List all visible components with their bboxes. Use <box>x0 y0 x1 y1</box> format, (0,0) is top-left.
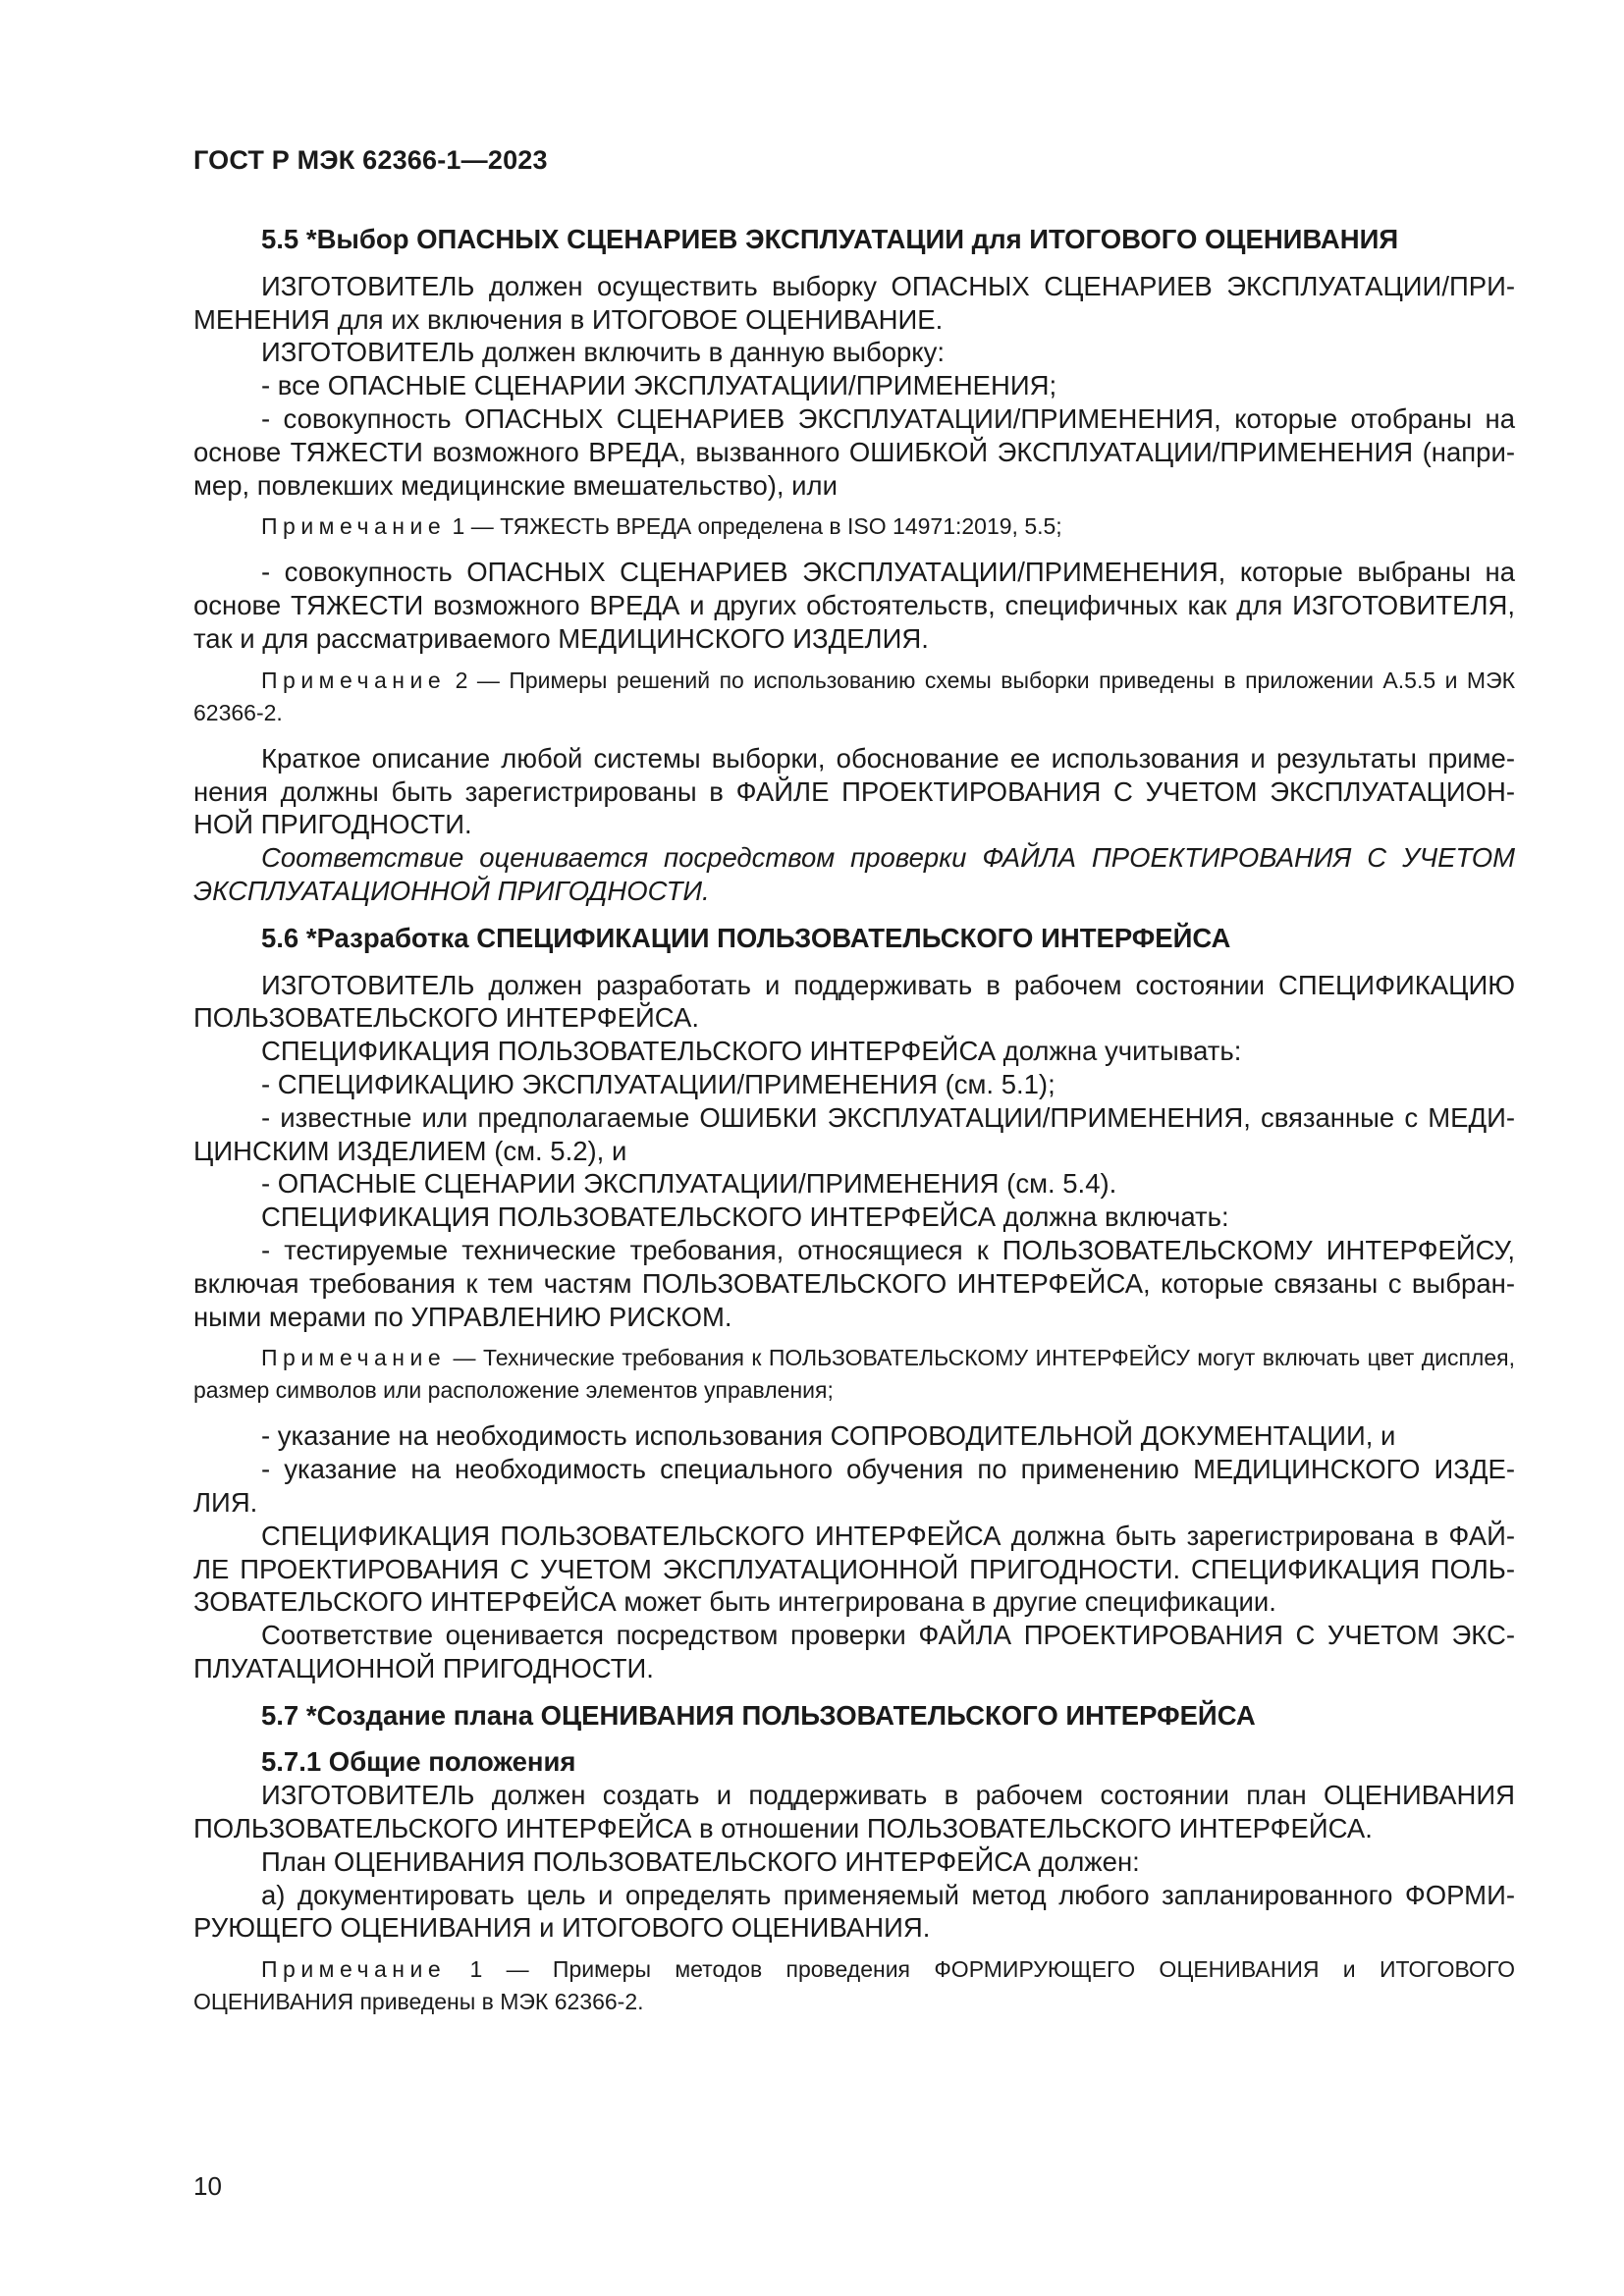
page-number: 10 <box>193 2171 222 2201</box>
compliance-statement: Соответствие оценивается посредством проверки ФАЙЛА ПРОЕКТИРОВАНИЯ С УЧЕТОМ ЭКС-ПЛУАТАЦИОННОЙ ПРИГОДНОСТИ. <box>193 1620 1515 1683</box>
note <box>193 510 1515 543</box>
note-label: Примечание <box>261 667 447 693</box>
paragraph: План ОЦЕНИВАНИЯ ПОЛЬЗОВАТЕЛЬСКОГО ИНТЕРФЕЙСА должен: <box>261 1845 1140 1877</box>
note <box>193 1953 1515 2018</box>
paragraph: ИЗГОТОВИТЕЛЬ должен создать и поддерживать в рабочем состоянии план ОЦЕНИВАНИЯ ПОЛЬЗОВАТЕЛЬСКОГО ИНТЕРФЕЙСА в отношении ПОЛЬЗОВАТЕЛЬСКОГО ИНТЕРФЕЙСА. <box>193 1780 1515 1844</box>
note-text: 1 — Примеры методов проведения ФОРМИРУЮЩЕГО ОЦЕНИВАНИЯ и ИТОГОВОГО ОЦЕНИВАНИЯ приведены в МЭК 62366-2. <box>193 1956 1515 2015</box>
page-header: ГОСТ Р МЭК 62366-1—2023 <box>193 145 548 175</box>
note-text: 1 — ТЯЖЕСТЬ ВРЕДА определена в ISO 14971:2019, 5.5; <box>446 513 1062 540</box>
paragraph: ИЗГОТОВИТЕЛЬ должен разработать и поддерживать в рабочем состоянии СПЕЦИФИКАЦИЮ ПОЛЬЗОВАТЕЛЬСКОГО ИНТЕРФЕЙСА. <box>193 969 1515 1034</box>
paragraph: Краткое описание любой системы выборки, обоснование ее использования и результаты приме-нения должны быть зарегистрированы в ФАЙЛЕ ПРОЕКТИРОВАНИЯ С УЧЕТОМ ЭКСПЛУАТАЦИОН-НОЙ ПРИГОДНОСТИ. <box>193 742 1515 840</box>
paragraph: СПЕЦИФИКАЦИЯ ПОЛЬЗОВАТЕЛЬСКОГО ИНТЕРФЕЙСА должна быть зарегистрирована в ФАЙ-ЛЕ ПРОЕКТИРОВАНИЯ С УЧЕТОМ ЭКСПЛУАТАЦИОННОЙ ПРИГОДНОСТИ. СПЕЦИФИКАЦИЯ ПОЛЬ-ЗОВАТЕЛЬСКОГО ИНТЕРФЕЙСА может быть интегрирована в другие спецификации. <box>193 1520 1515 1618</box>
paragraph: ИЗГОТОВИТЕЛЬ должен включить в данную выборку: <box>261 337 946 368</box>
paragraph: СПЕЦИФИКАЦИЯ ПОЛЬЗОВАТЕЛЬСКОГО ИНТЕРФЕЙСА должна включать: <box>261 1201 1229 1233</box>
note <box>193 1342 1515 1407</box>
list-item: - ОПАСНЫЕ СЦЕНАРИИ ЭКСПЛУАТАЦИИ/ПРИМЕНЕНИЯ (см. 5.4). <box>261 1168 1117 1200</box>
compliance-statement: Соответствие оценивается посредством проверки ФАЙЛА ПРОЕКТИРОВАНИЯ С УЧЕТОМ ЭКСПЛУАТАЦИОННОЙ ПРИГОДНОСТИ. <box>193 842 1515 906</box>
note <box>193 665 1515 729</box>
spacer <box>193 908 1515 922</box>
list-item: - все ОПАСНЫЕ СЦЕНАРИИ ЭКСПЛУАТАЦИИ/ПРИМЕНЕНИЯ; <box>261 370 1057 401</box>
list-item: - известные или предполагаемые ОШИБКИ ЭКСПЛУАТАЦИИ/ПРИМЕНЕНИЯ, связанные с МЕДИ-ЦИНСКИМ ИЗДЕЛИЕМ (см. 5.2), и <box>193 1101 1515 1166</box>
note-label: Примечание <box>261 513 447 540</box>
list-item: - совокупность ОПАСНЫХ СЦЕНАРИЕВ ЭКСПЛУАТАЦИИ/ПРИМЕНЕНИЯ, которые выбраны на основе ТЯЖЕСТИ возможного ВРЕДА и других обстоятельств, специфичных как для ИЗГОТОВИТЕЛЯ, так и для рассматриваемого МЕДИЦИНСКОГО ИЗДЕЛИЯ. <box>193 557 1515 654</box>
list-item: - СПЕЦИФИКАЦИЮ ЭКСПЛУАТАЦИИ/ПРИМЕНЕНИЯ (см. 5.1); <box>261 1068 1056 1099</box>
list-item: - тестируемые технические требования, относящиеся к ПОЛЬЗОВАТЕЛЬСКОМУ ИНТЕРФЕЙСУ, включая требования к тем частям ПОЛЬЗОВАТЕЛЬСКОГО ИНТЕРФЕЙСА, которые связаны с выбран-ными мерами по УПРАВЛЕНИЮ РИСКОМ. <box>193 1234 1515 1332</box>
list-item: - указание на необходимость использования СОПРОВОДИТЕЛЬНОЙ ДОКУМЕНТАЦИИ, и <box>261 1420 1396 1452</box>
paragraph: ИЗГОТОВИТЕЛЬ должен осуществить выборку ОПАСНЫХ СЦЕНАРИЕВ ЭКСПЛУАТАЦИИ/ПРИ-МЕНЕНИЯ для их включения в ИТОГОВОЕ ОЦЕНИВАНИЕ. <box>193 270 1515 335</box>
list-item: а) документировать цель и определять применяемый метод любого запланированного ФОРМИ-РУЮЩЕГО ОЦЕНИВАНИЯ и ИТОГОВОГО ОЦЕНИВАНИЯ. <box>193 1879 1515 1944</box>
list-item: - совокупность ОПАСНЫХ СЦЕНАРИЕВ ЭКСПЛУАТАЦИИ/ПРИМЕНЕНИЯ, которые отобраны на основе ТЯЖЕСТИ возможного ВРЕДА, вызванного ОШИБКОЙ ЭКСПЛУАТАЦИИ/ПРИМЕНЕНИЯ (напри-мер, повлекших медицинские вмешательство), или <box>193 402 1515 501</box>
section-heading-5-7: 5.7 *Создание плана ОЦЕНИВАНИЯ ПОЛЬЗОВАТЕЛЬСКОГО ИНТЕРФЕЙСА <box>261 1699 1256 1731</box>
section-heading-5-6: 5.6 *Разработка СПЕЦИФИКАЦИИ ПОЛЬЗОВАТЕЛЬСКОГО ИНТЕРФЕЙСА <box>261 922 1231 953</box>
subsection-heading-5-7-1: 5.7.1 Общие положения <box>261 1746 576 1778</box>
note-text: — Технические требования к ПОЛЬЗОВАТЕЛЬСКОМУ ИНТЕРФЕЙСУ могут включать цвет дисплея, размер символов или расположение элементов управления; <box>193 1345 1515 1404</box>
list-item: - указание на необходимость специального обучения по применению МЕДИЦИНСКОГО ИЗДЕ-ЛИЯ. <box>193 1454 1515 1518</box>
section-heading-5-5: 5.5 *Выбор ОПАСНЫХ СЦЕНАРИЕВ ЭКСПЛУАТАЦИИ для ИТОГОВОГО ОЦЕНИВАНИЯ <box>261 224 1399 254</box>
paragraph: СПЕЦИФИКАЦИЯ ПОЛЬЗОВАТЕЛЬСКОГО ИНТЕРФЕЙСА должна учитывать: <box>261 1036 1242 1067</box>
spacer <box>193 1685 1515 1699</box>
note-label: Примечание <box>261 1956 447 1983</box>
note-text: 2 — Примеры решений по использованию схемы выборки приведены в приложении А.5.5 и МЭК 62366-2. <box>193 667 1515 725</box>
document-body <box>193 223 1515 2031</box>
note-label: Примечание <box>261 1345 447 1371</box>
